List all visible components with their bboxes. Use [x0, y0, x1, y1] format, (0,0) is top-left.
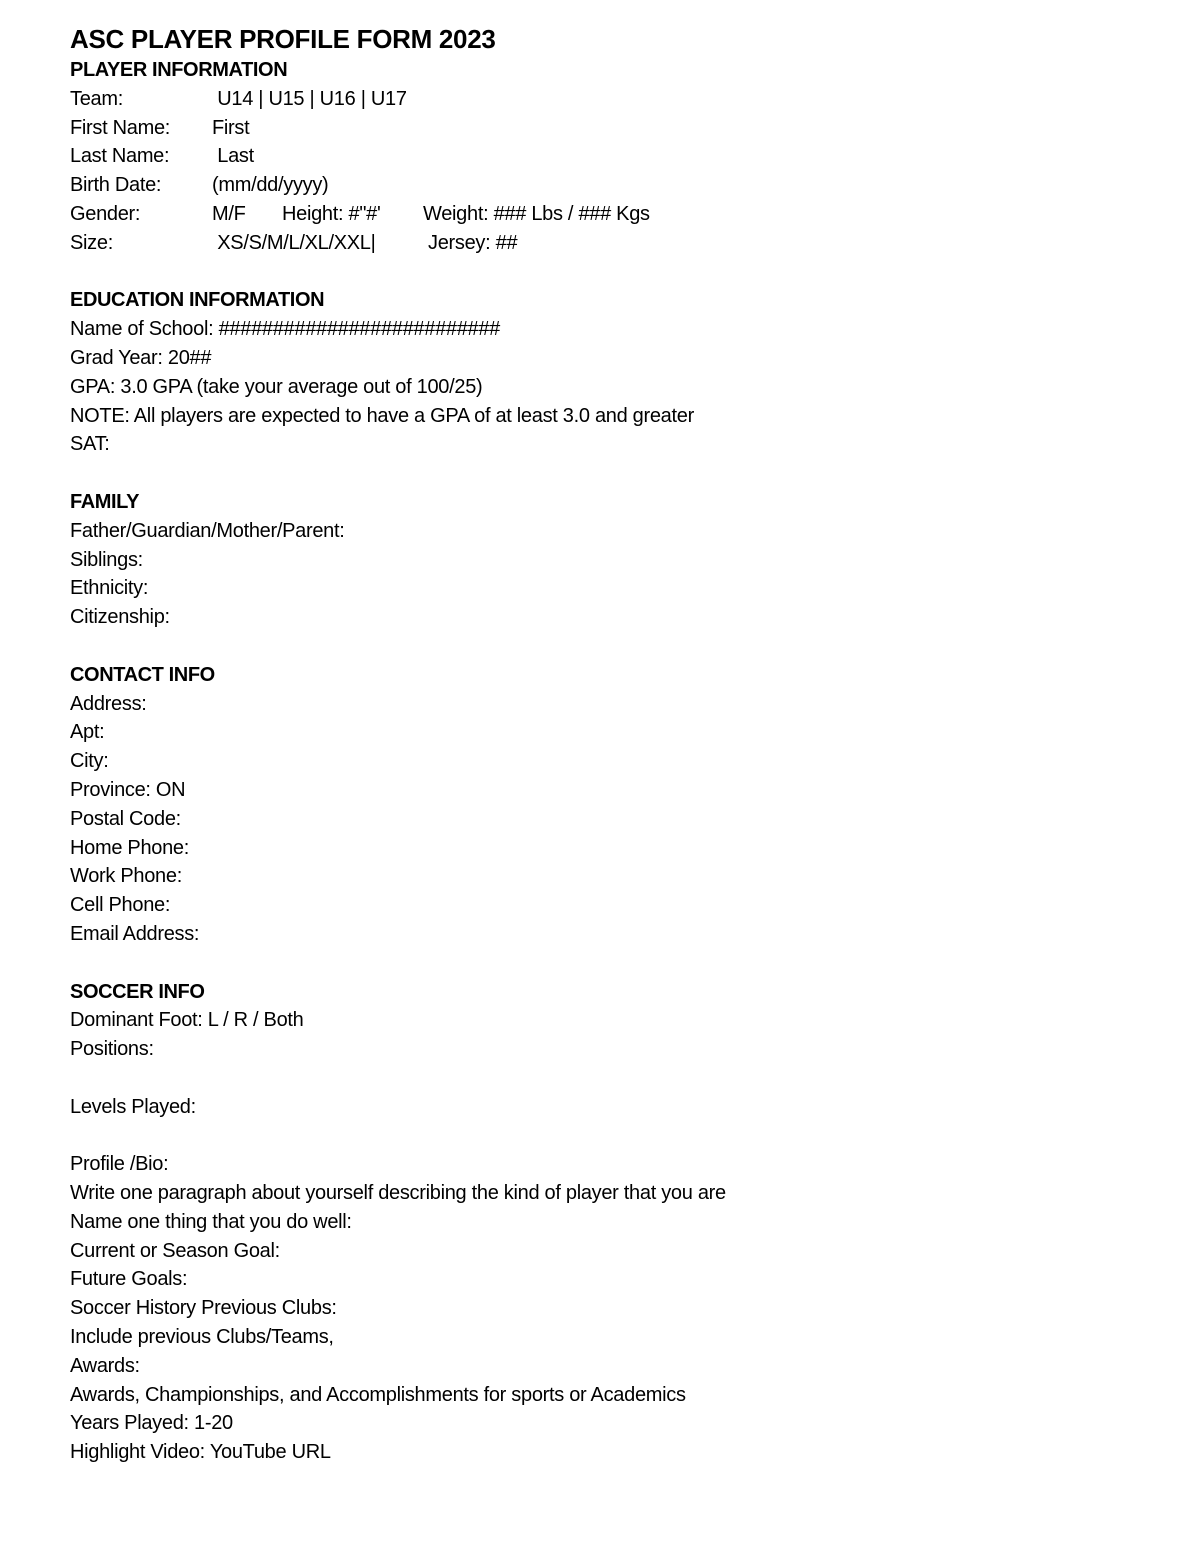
future-goals-line: Future Goals: [70, 1268, 188, 1291]
last-name-value: Last [212, 145, 254, 168]
school-line: Name of School: ########################## [70, 318, 501, 341]
postal-code-line: Postal Code: [70, 807, 181, 830]
size-label: Size: [70, 231, 113, 254]
gpa-line: GPA: 3.0 GPA (take your average out of 100/25) [70, 375, 483, 398]
size-row [70, 229, 1130, 258]
contact-heading: CONTACT INFO [70, 663, 215, 686]
parent-line: Father/Guardian/Mother/Parent: [70, 519, 345, 542]
height-text: Height: #"#' [282, 202, 381, 225]
levels-played-line: Levels Played: [70, 1095, 196, 1118]
dominant-foot-line: Dominant Foot: L / R / Both [70, 1009, 304, 1032]
document-page [70, 22, 1130, 1467]
citizenship-line: Citizenship: [70, 606, 170, 629]
form-title: ASC PLAYER PROFILE FORM 2023 [70, 24, 496, 54]
history-instruction-line: Include previous Clubs/Teams, [70, 1326, 334, 1349]
gpa-note-line: NOTE: All players are expected to have a GPA of at least 3.0 and greater [70, 404, 694, 427]
positions-line: Positions: [70, 1038, 154, 1061]
awards-instruction-line: Awards, Championships, and Accomplishments for sports or Academics [70, 1383, 686, 1406]
birth-date-label: Birth Date: [70, 174, 162, 197]
first-name-row [70, 114, 1130, 143]
years-played-line: Years Played: 1-20 [70, 1412, 233, 1435]
siblings-line: Siblings: [70, 548, 143, 571]
work-phone-line: Work Phone: [70, 865, 182, 888]
education-heading: EDUCATION INFORMATION [70, 289, 325, 312]
ethnicity-line: Ethnicity: [70, 577, 149, 600]
highlight-video-line: Highlight Video: YouTube URL [70, 1441, 331, 1464]
last-name-row [70, 142, 1130, 171]
apt-line: Apt: [70, 721, 105, 744]
sat-line: SAT: [70, 433, 110, 456]
last-name-label: Last Name: [70, 145, 170, 168]
email-line: Email Address: [70, 922, 200, 945]
one-thing-line: Name one thing that you do well: [70, 1210, 352, 1233]
city-line: City: [70, 750, 109, 773]
season-goal-line: Current or Season Goal: [70, 1239, 280, 1262]
family-heading: FAMILY [70, 490, 140, 513]
team-value: U14 | U15 | U16 | U17 [212, 87, 407, 110]
awards-line: Awards: [70, 1354, 140, 1377]
first-name-value: First [212, 116, 250, 139]
jersey-text: Jersey: ## [428, 231, 518, 254]
province-line: Province: ON [70, 778, 186, 801]
size-value: XS/S/M/L/XL/XXL| [212, 231, 376, 254]
player-info-heading: PLAYER INFORMATION [70, 59, 288, 81]
home-phone-line: Home Phone: [70, 836, 189, 859]
gender-label: Gender: [70, 202, 141, 225]
weight-text: Weight: ### Lbs / ### Kgs [423, 202, 650, 225]
soccer-history-line: Soccer History Previous Clubs: [70, 1297, 337, 1320]
address-line: Address: [70, 692, 147, 715]
first-name-label: First Name: [70, 116, 171, 139]
soccer-heading: SOCCER INFO [70, 980, 205, 1003]
cell-phone-line: Cell Phone: [70, 894, 171, 917]
team-row [70, 85, 1130, 114]
birth-date-row [70, 171, 1130, 200]
gender-value: M/F [212, 202, 246, 225]
gender-row [70, 200, 1130, 229]
bio-instruction-line: Write one paragraph about yourself describing the kind of player that you are [70, 1182, 726, 1205]
birth-date-value: (mm/dd/yyyy) [212, 174, 329, 197]
team-label: Team: [70, 87, 123, 110]
grad-year-line: Grad Year: 20## [70, 346, 212, 369]
profile-bio-line: Profile /Bio: [70, 1153, 169, 1176]
